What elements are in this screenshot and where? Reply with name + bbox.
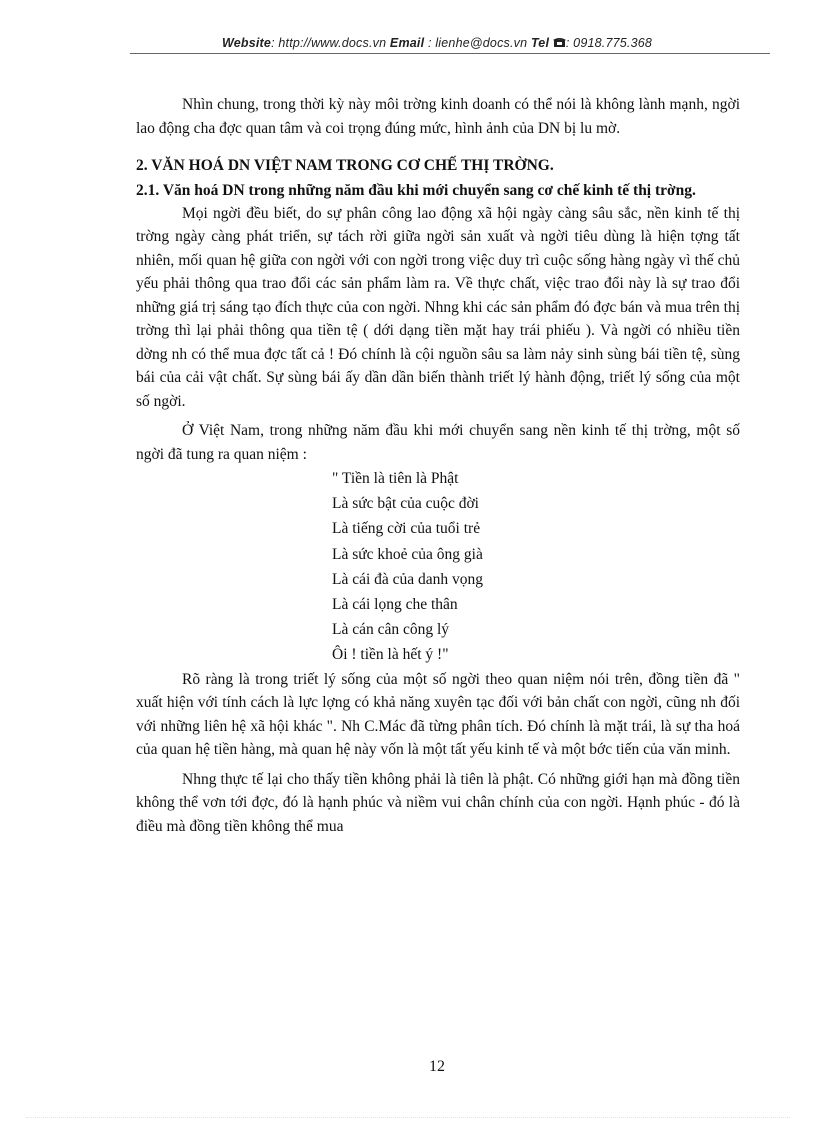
poem-line: " Tiền là tiên là Phật bbox=[332, 470, 459, 487]
poem-line: Là cán cân công lý bbox=[332, 621, 450, 639]
website-value: : http://www.docs.vn bbox=[271, 36, 387, 50]
poem-line: Là tiếng cời của tuổi trẻ bbox=[332, 520, 481, 538]
page-header bbox=[130, 36, 744, 50]
poem-line: Là cái lọng che thân bbox=[332, 596, 458, 614]
poem-line: Là cái đà của danh vọng bbox=[332, 570, 484, 588]
page-number: 12 bbox=[429, 1058, 445, 1075]
website-label: Website bbox=[221, 36, 272, 50]
paragraph-market: Mọi ngời đều biết, do sự phân công lao động xã hội ngày càng sâu sắc, nền kinh tế thị trờng ngày càng phát triển, sự tách rời giữa ngời sản xuất và ngời tiêu dùng là hiện tợng tất nhiên, mối quan hệ giữa con ngời với con ngời trong việc duy trì cuộc sống hàng ngày vì thế chủ yếu phải thông qua trao đổi các sản phẩm làm ra. Về thực chất, việc trao đổi này là sự trao đổi những giá trị sáng tạo đích thực của con ngời. Nhng khi các sản phẩm đó đợc bán và mua trên thị trờng thì lại phải thông qua tiền tệ ( dới dạng tiền mặt hay trái phiếu ). Và ngời có nhiều tiền dờng nh có thể mua đợc tất cả ! Đó chính là cội nguồn sâu sa làm nảy sinh sùng bái tiền tệ, sùng bái của cải vật chất. Sự sùng bái ấy dần dần biến thành triết lý hành động, triết lý sống của một số ngời. bbox=[136, 204, 740, 410]
paragraph-intro: Nhìn chung, trong thời kỳ này môi trờng kinh doanh có thể nói là không lành mạnh, ngời lao động cha đợc quan tâm và coi trọng đúng mức, hình ảnh của DN bị lu mờ. bbox=[136, 96, 740, 137]
poem-line: Là sức khoẻ của ông già bbox=[332, 545, 483, 563]
email-label: Email bbox=[389, 36, 425, 50]
paragraph-vietnam: Ở Việt Nam, trong những năm đầu khi mới chuyển sang nền kinh tế thị trờng, một số ngời đã tung ra quan niệm : bbox=[136, 422, 740, 463]
poem-line: Ôi ! tiền là hết ý !" bbox=[332, 646, 449, 664]
paragraph-analysis: Rõ ràng là trong triết lý sống của một số ngời theo quan niệm nói trên, đồng tiền đã " xuất hiện với tính cách là lực lợng có khả năng xuyên tạc đối với bản chất con ngời, cũng nh đối với những liên hệ xã hội khác ". Nh C.Mác đã từng phân tích. Đó chính là mặt trái, là sự tha hoá của quan hệ tiền hàng, mà quan hệ này vốn là một tất yếu kinh tế và một bớc tiến của văn minh. bbox=[136, 670, 740, 759]
poem-line: Là sức bật của cuộc đời bbox=[332, 495, 479, 513]
paragraph-conclusion: Nhng thực tế lại cho thấy tiền không phải là tiên là phật. Có những giới hạn mà đồng tiền không thể vơn tới đợc, đó là hạnh phúc và niềm vui chân chính của con ngời. Hạnh phúc - đó là điều mà đồng tiền không thể mua bbox=[136, 770, 740, 835]
email-value: : lienhe@docs.vn bbox=[427, 36, 528, 50]
tel-label: Tel bbox=[530, 36, 550, 50]
footer-divider bbox=[26, 1117, 790, 1118]
document-body bbox=[136, 93, 740, 838]
section-heading: 2. VĂN HOÁ DN VIỆT NAM TRONG CƠ CHẾ THỊ TRỜNG. bbox=[136, 157, 554, 174]
phone-icon bbox=[553, 37, 566, 48]
poem-block bbox=[332, 466, 740, 668]
tel-value: : 0918.775.368 bbox=[565, 36, 653, 50]
subsection-heading: 2.1. Văn hoá DN trong những năm đầu khi mới chuyển sang cơ chế kinh tế thị trờng. bbox=[136, 181, 696, 199]
header-divider bbox=[130, 53, 770, 54]
